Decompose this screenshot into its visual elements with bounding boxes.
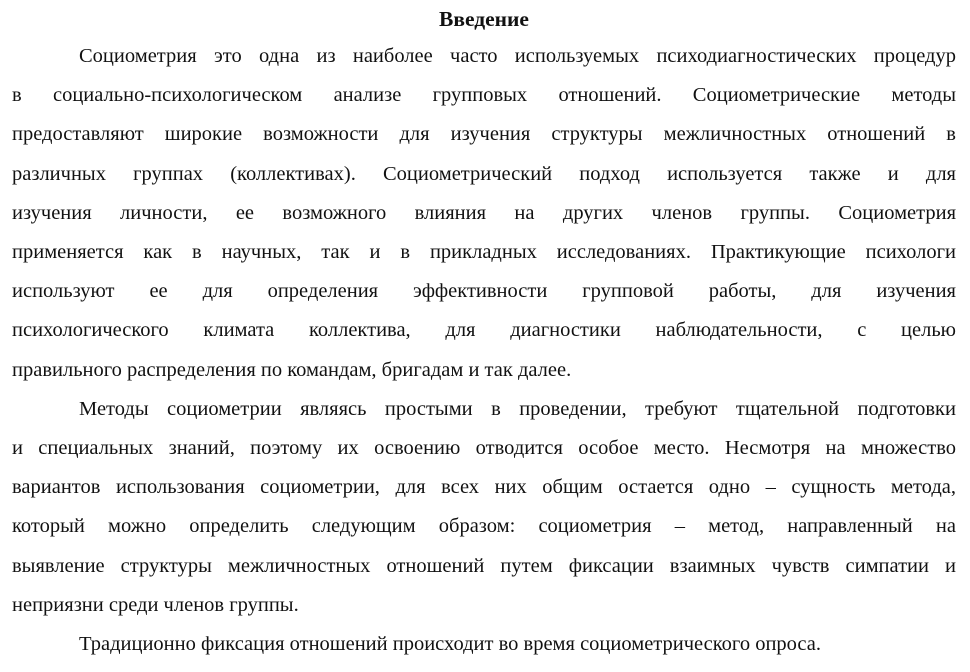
paragraph-line: предоставляют широкие возможности для изучения структуры межличностных отношений в xyxy=(12,123,956,146)
paragraph-line: который можно определить следующим образом: социометрия – метод, направленный на xyxy=(12,515,956,538)
paragraph-line: в социально-психологическом анализе групповых отношений. Социометрические методы xyxy=(12,84,956,107)
paragraph-line: используют ее для определения эффективности групповой работы, для изучения xyxy=(12,280,956,303)
paragraph-line: выявление структуры межличностных отношений путем фиксации взаимных чувств симпатии и xyxy=(12,554,956,577)
paragraph-line: различных группах (коллективах). Социометрический подход используется также и для xyxy=(12,162,956,185)
paragraph-2 xyxy=(12,390,956,625)
paragraph-1 xyxy=(12,37,956,390)
paragraph-line: правильного распределения по командам, бригадам и так далее. xyxy=(12,358,572,381)
paragraph-line: и специальных знаний, поэтому их освоению отводится особое место. Несмотря на множество xyxy=(12,437,956,460)
paragraph-line: применяется как в научных, так и в прикладных исследованиях. Практикующие психологи xyxy=(12,241,956,264)
paragraph-line: неприязни среди членов группы. xyxy=(12,593,299,616)
paragraph-line: Традиционно фиксация отношений происходит во время социометрического опроса. xyxy=(79,633,821,656)
paragraph-line: Методы социометрии являясь простыми в проведении, требуют тщательной подготовки xyxy=(79,397,956,420)
paragraph-line: Социометрия это одна из наиболее часто используемых психодиагностических процедур xyxy=(79,45,956,67)
paragraph-line: психологического климата коллектива, для диагностики наблюдательности, с целью xyxy=(12,319,956,342)
paragraph-line: вариантов использования социометрии, для всех них общим остается одно – сущность метода, xyxy=(12,476,956,499)
document-title: Введение xyxy=(439,7,529,31)
paragraph-3 xyxy=(12,625,956,664)
document-page xyxy=(12,0,956,664)
paragraph-line: изучения личности, ее возможного влияния на других членов группы. Социометрия xyxy=(12,201,956,224)
